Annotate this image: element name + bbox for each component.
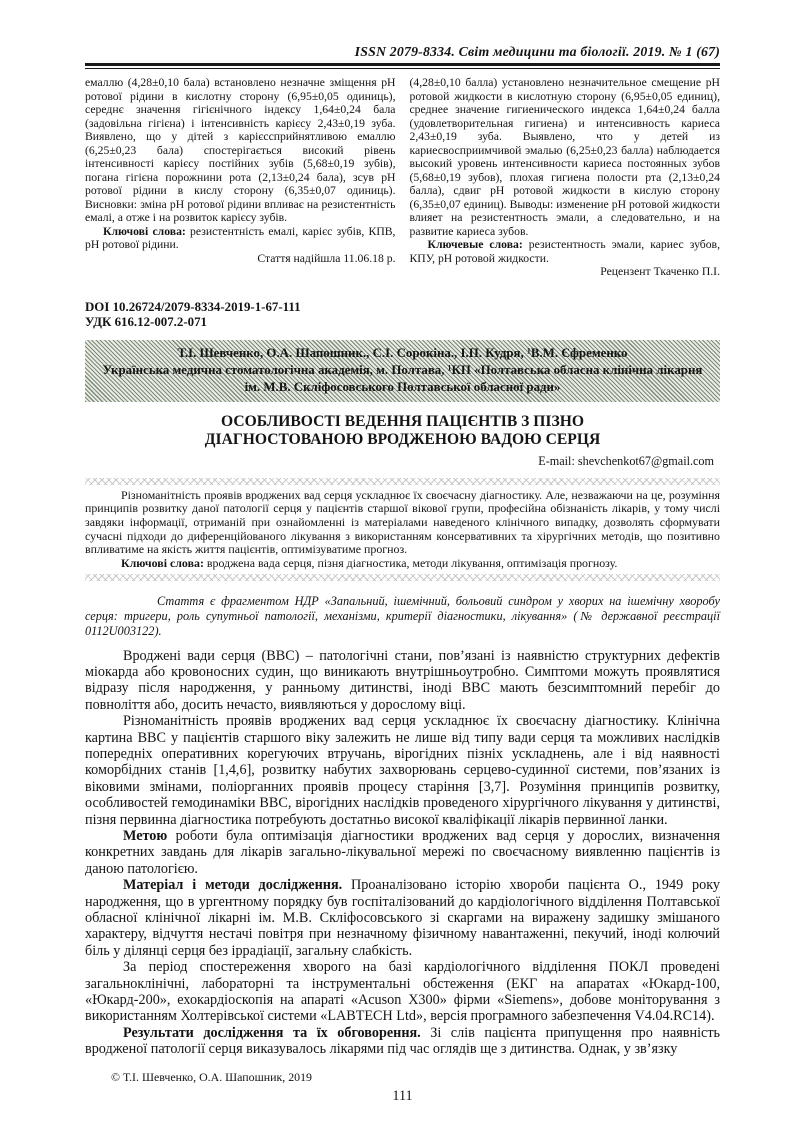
keywords-text: резистентність емалі, карієс зубів, КПВ, pH ротової рідини. xyxy=(85,224,396,252)
keywords-label: Ключові слова: xyxy=(121,556,204,571)
resume-right-keywords xyxy=(410,238,721,265)
copyright-note: © Т.І. Шевченко, О.А. Шапошник, 2019 xyxy=(111,1070,312,1085)
body-paragraph xyxy=(85,648,720,714)
header-divider xyxy=(85,63,720,69)
abstract-text: Різноманітність проявів вроджених вад серця ускладнює їх своєчасну діагностику. Але, незважаючи на це, розуміння принципів розвитку даної патології серця у пацієнтів старшої вікової групи, професійна обізнаність лікарів, у тому числі завдяки інформації, отриманій при ознайомленні із матеріалами наведеного клінічного випадку, дозволять сформувати сучасні підходи до диференційованого лікування з використанням консервативних та хірургічних методів, що позитивно впливатиме на якість життя пацієнтів, оптимізуватиме прогноз. xyxy=(85,487,720,557)
body-paragraph xyxy=(85,959,720,1025)
authors-line: Т.І. Шевченко, О.А. Шапошник., С.І. Сорокіна., І.П. Кудря, ¹В.М. Єфременко xyxy=(177,345,628,360)
doi-line: DOI 10.26724/2079-8334-2019-1-67-111 xyxy=(85,299,301,314)
paragraph-text: За період спостереження хворого на базі кардіологічного відділення ПОКЛ проведені загальноклінічні, лабораторні та інструментальні обстеження (ЕКГ на апаратах «Юкард-100, «Юкард-200», ехокардіоскопія на апараті «Acuson X300» фірми «Siemens», добове моніторування з використанням Холтерівської системи «LABTECH Ltd», версія програмного забезпечення V4.04.RC14). xyxy=(85,959,720,1025)
paragraph-lead: Метою xyxy=(123,828,168,844)
affiliation-line: Українська медична стоматологічна академія, м. Полтава, ¹КП «Полтавська обласна клінічна лікарня ім. М.В. Скліфосовського Полтавської обласної ради» xyxy=(102,362,703,394)
paragraph-text: Зі слів пацієнта припущення про наявність вродженої патології серця виказувалось лікарями під час оглядів ще з дитинства. Однак, у зв’язку xyxy=(85,1024,720,1058)
paragraph-text: Різноманітність проявів вроджених вад серця ускладнює їх своєчасну діагностику. Клінічна картина ВВС у пацієнтів старшого віку залежить не лише від типу вади серця та можливих наслідків попередніх оперативних корегуючих втручань, вірогідних пізніх ускладнень, але і від наявності коморбідних станів [1,4,6], розвитку набутих захворювань серцево-судинної системи, пов’язаних із віковими змінами, поліорганних проявів процесу старіння [3,7]. Розуміння принципів розвитку, особливостей гемодинаміки ВВС, вірогідних наслідків проведеного хірургічного лікування у дитинстві, пізня первинна діагностика потребують достатньо високої кваліфікації лікарів первинної ланки. xyxy=(85,713,720,828)
body-paragraph xyxy=(85,877,720,959)
received-note: Стаття надійшла 11.06.18 р. xyxy=(257,251,396,265)
reviewer-note: Рецензент Ткаченко П.І. xyxy=(600,265,720,279)
body-paragraph xyxy=(85,828,720,877)
body-paragraph xyxy=(85,713,720,828)
udk-line: УДК 616.12-007.2-071 xyxy=(85,315,207,330)
keywords-text: вроджена вада серця, пізня діагностика, методи лікування, оптимізація прогнозу. xyxy=(203,556,618,571)
journal-issn-header: ISSN 2079-8334. Світ медицини та біології. 2019. № 1 (67) xyxy=(354,44,720,59)
article-title: ОСОБЛИВОСТІ ВЕДЕННЯ ПАЦІЄНТІВ З ПІЗНО ДІАГНОСТОВАНОЮ ВРОДЖЕНОЮ ВАДОЮ СЕРЦЯ xyxy=(204,412,601,449)
resume-right-text: (4,28±0,10 балла) установлено незначительное смещение pH ротовой жидкости в кислотную сторону (6,95±0,05 единиц), среднее значение гигиенического индекса 1,64±0,24 балла (удовлетворительная гигиена) и интенсивность кариеса 2,43±0,19 зуба. Выявлено, что у детей из кариесвосприимчивой эмалью (6,25±0,23 балла) наблюдается высокий уровень интенсивности кариеса постоянных зубов (5,68±0,19 зубов), плохая гигиена полости рта (2,13±0,24 балла), сдвиг pH ротовой жидкости в кислую сторону (6,35±0,07 единиц). Выводы: изменение pH ротовой жидкости влияет на резистентность эмали, а следовательно, и на развитие кариеса зубов. xyxy=(409,76,720,238)
ndr-note-text: Стаття є фрагментом НДР «Запальний, ішемічний, больовий синдром у хворих на ішемічну хворобу серця: тригери, роль супутньої патології, механізми, критерії діагностики, лікування» (№ державної реєстрації 0112U003122). xyxy=(85,593,720,638)
resume-columns xyxy=(85,76,720,279)
paragraph-lead: Матеріал і методи дослідження. xyxy=(123,877,343,894)
paragraph-lead: Результати дослідження та їх обговорення. xyxy=(123,1024,421,1041)
article-meta xyxy=(85,300,720,331)
keywords-label: Ключові слова: xyxy=(103,224,186,238)
abstract-keywords xyxy=(85,557,720,571)
keywords-label: Ключевые слова: xyxy=(427,238,523,252)
ndr-note xyxy=(85,594,720,639)
resume-left-text: емаллю (4,28±0,10 бала) встановлено незначне зміщення pH ротової рідини в кислотну сторону (6,95±0,05 одиниць), середнє значення гігієнічного індексу 1,64±0,24 бала (задовільна гігієна) і інтенсивність карієсу 2,43±0,19 зуба. Виявлено, що у дітей з карієссприйнятливою емаллю (6,25±0,23 бала) спостерігається високий рівень інтенсивності карієсу постійних зубів (5,68±0,19 зубів), погана гігієна порожнини рота (2,13±0,24 бала), зсув pH ротової рідини в кислу сторону (6,35±0,07 одиниць). Висновки: зміна pH ротової рідини впливає на резистентність емалі, а отже і на розвиток карієсу зубів. xyxy=(85,76,396,225)
zigzag-divider-top xyxy=(85,478,720,485)
abstract-block xyxy=(85,489,720,571)
resume-left-keywords xyxy=(85,225,396,252)
keywords-text: резистентность эмали, кариес зубов, КПУ, pH ротовой жидкости. xyxy=(409,238,720,265)
paragraph-text: Проаналізовано історію хвороби пацієнта О., 1949 року народження, що в ургентному порядку був госпіталізований до кардіологічного відділення Полтавської обласної клінічної лікарні ім. М.В. Скліфосовського зі скаргами на виражену задишку змішаного характеру, відчуття нестачі повітря при незначному фізичному навантаженні, пекучий, іноді колючий біль у ділянці серця без іррадіації, загальну слабкість. xyxy=(85,877,721,959)
page-number: 111 xyxy=(392,1088,413,1105)
paragraph-text: роботи була оптимізація діагностики вроджених вад серця у дорослих, визначення конкретних завдань для лікарів загально-лікувальної мережі по своєчасному виявленню пацієнтів із даною патологією. xyxy=(85,828,720,877)
resume-left-column xyxy=(85,76,396,279)
zigzag-divider-bottom xyxy=(85,574,720,581)
paragraph-text: Вроджені вади серця (ВВС) – патологічні стани, пов’язані із наявністю структурних дефектів міокарда або кровоносних судин, що виникають внутрішньоутробно. Симптоми можуть проявлятися відразу після народження, у ранньому дитинстві, іноді ВВС мають безсимптомний перебіг до повноліття або, досить нечасто, виявляються у дорослому віці. xyxy=(85,647,720,713)
resume-right-column xyxy=(410,76,721,279)
authors-banner xyxy=(85,340,720,402)
body-paragraph xyxy=(85,1025,720,1058)
article-body xyxy=(85,648,720,1058)
email-line: E-mail: shevchenkot67@gmail.com xyxy=(538,453,714,468)
